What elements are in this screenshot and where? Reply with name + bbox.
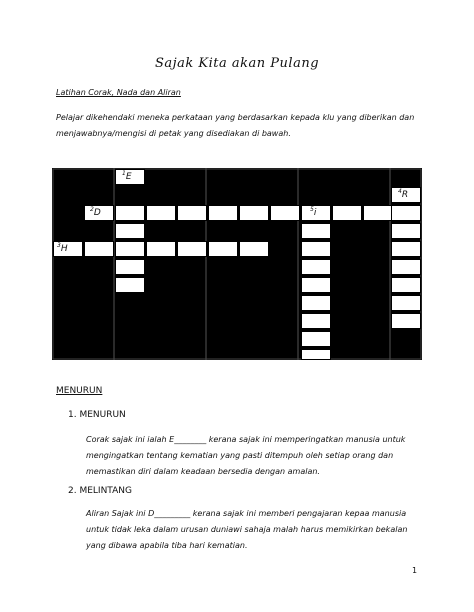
clue-3-label: $^3$H <box>57 242 68 254</box>
crossword-cell[interactable] <box>239 241 269 257</box>
crossword-grid <box>52 168 422 360</box>
question-2-text: Aliran Sajak ini D_________ kerana sajak ini memberi pengajaran kepaa manusia untuk tidak leka dalam urusan duniawi sahaja malah harus memikirkan bekalan yang dibawa apabila tiba hari kematian. <box>86 509 408 550</box>
crossword-cell[interactable] <box>391 205 421 221</box>
page-number: 1 <box>412 566 418 575</box>
crossword-cell[interactable] <box>208 241 238 257</box>
clue-2-label: $^2$D <box>90 206 101 218</box>
page-title: Sajak Kita akan Pulang <box>154 56 320 71</box>
crossword-cell[interactable] <box>301 277 331 293</box>
crossword-cell[interactable] <box>301 259 331 275</box>
crossword-cell[interactable] <box>301 223 331 239</box>
question-1-text: Corak sajak ini ialah E________ kerana sajak ini memperingatkan manusia untuk mengingatkan tentang kematian yang pasti ditempuh oleh setiap orang dan memastikan diri dalam keadaan bersedia dengan amalan. <box>86 435 406 476</box>
crossword-cell[interactable] <box>115 277 145 293</box>
crossword-cell[interactable] <box>301 241 331 257</box>
crossword-cell[interactable] <box>239 205 269 221</box>
crossword-cell[interactable] <box>177 241 207 257</box>
clue-5-label: $^5$i <box>310 206 317 218</box>
crossword-cell[interactable] <box>363 205 393 221</box>
crossword-cell[interactable] <box>208 205 238 221</box>
crossword-cell[interactable] <box>115 241 145 257</box>
crossword-cell[interactable] <box>301 331 331 347</box>
question-2-heading: 2. MELINTANG <box>68 486 132 496</box>
crossword-cell[interactable] <box>391 277 421 293</box>
crossword-cell[interactable] <box>391 223 421 239</box>
crossword-cell[interactable] <box>146 205 176 221</box>
instructions-text: Pelajar dikehendaki meneka perkataan yang berdasarkan kepada klu yang diberikan dan menjawabnya/mengisi di petak yang disediakan di bawah. <box>56 113 415 138</box>
crossword-cell[interactable] <box>391 259 421 275</box>
crossword-cell[interactable] <box>391 313 421 329</box>
crossword-cell[interactable] <box>115 259 145 275</box>
crossword-background <box>52 168 422 360</box>
crossword-cell[interactable] <box>332 205 362 221</box>
exercise-subheading: Latihan Corak, Nada dan Aliran <box>56 88 181 97</box>
crossword-cell[interactable] <box>115 223 145 239</box>
crossword-cell[interactable] <box>301 313 331 329</box>
crossword-cell[interactable] <box>177 205 207 221</box>
crossword-cell[interactable] <box>115 205 145 221</box>
crossword-cell[interactable] <box>84 241 114 257</box>
clue-4-label: $^4$R <box>398 188 409 200</box>
question-1-heading: 1. MENURUN <box>68 410 126 420</box>
section-heading: MENURUN <box>56 386 103 396</box>
crossword-cell[interactable] <box>270 205 300 221</box>
crossword-cell[interactable] <box>391 241 421 257</box>
crossword-cell[interactable] <box>146 241 176 257</box>
crossword-cell[interactable] <box>301 349 331 360</box>
crossword-cell[interactable] <box>301 295 331 311</box>
crossword-cell[interactable] <box>391 295 421 311</box>
clue-1-label: $^1$E <box>122 170 132 182</box>
